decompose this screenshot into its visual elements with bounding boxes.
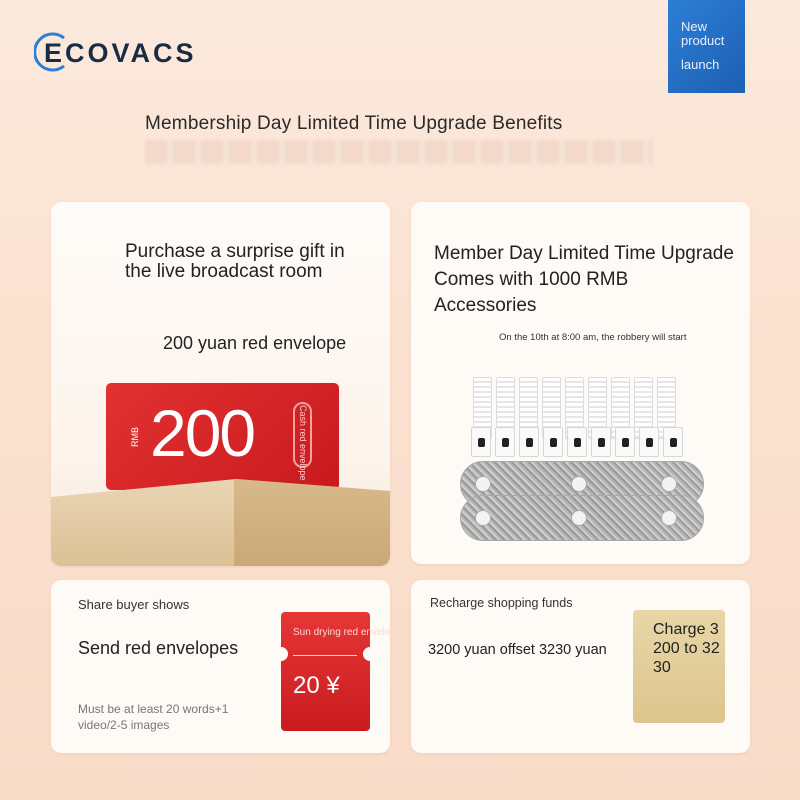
recharge-card[interactable] [411, 580, 750, 753]
side-brush-icon [591, 427, 611, 457]
coupon-title: Sun drying red envelope [293, 627, 402, 638]
share-card-label: Share buyer shows [78, 597, 190, 612]
side-brush-icon [615, 427, 635, 457]
gift-card-subtitle: 200 yuan red envelope [163, 333, 347, 353]
mop-pad-icon [460, 495, 704, 541]
side-brush-icon [543, 427, 563, 457]
launch-line-2: product [681, 33, 725, 48]
accessories-illustration [459, 365, 705, 555]
coupon-notch-left [274, 647, 288, 661]
recharge-badge: Charge 3200 to 3230 [633, 610, 725, 723]
side-brush-icon [639, 427, 659, 457]
side-brush-icon [495, 427, 515, 457]
mop-pad-hole [571, 476, 587, 492]
accessories-card-title: Member Day Limited Time Upgrade Comes with 1000 RMB Accessories [434, 243, 734, 316]
mop-pad-hole [475, 476, 491, 492]
page-headline: Membership Day Limited Time Upgrade Benefits [145, 113, 563, 134]
mop-pad-hole [571, 510, 587, 526]
recharge-card-main: 3200 yuan offset 3230 yuan [428, 642, 607, 658]
launch-line-1: New [681, 19, 708, 34]
coupon-divider [293, 655, 357, 656]
accessories-card[interactable] [411, 202, 750, 564]
coupon-value: 20 ¥ [293, 672, 340, 699]
accessories-start-note: On the 10th at 8:00 am, the robbery will start [499, 332, 687, 343]
red-envelope [106, 383, 339, 490]
side-brush-icon [663, 427, 683, 457]
mop-pad-hole [661, 510, 677, 526]
coupon-notch-right [363, 647, 377, 661]
envelope-amount: 200 [150, 396, 255, 470]
recharge-card-label: Recharge shopping funds [430, 596, 573, 610]
gift-card[interactable] [51, 202, 390, 566]
side-brush-icon [471, 427, 491, 457]
headline-blurred-subtitle [145, 140, 653, 164]
mop-pad-hole [475, 510, 491, 526]
share-card[interactable] [51, 580, 402, 753]
mop-pad-hole [661, 476, 677, 492]
gift-card-title: Purchase a surprise gift in the live broadcast room [125, 241, 345, 282]
new-product-launch-badge[interactable] [668, 0, 745, 93]
launch-line-3: launch [681, 57, 720, 72]
ecovacs-logo [34, 28, 209, 76]
share-card-note: Must be at least 20 words+1 video/2-5 images [78, 702, 229, 732]
gift-box-front [234, 479, 390, 566]
side-brush-icon [519, 427, 539, 457]
side-brush-icon [567, 427, 587, 457]
envelope-currency: RMB [130, 427, 140, 447]
envelope-side-text: Cash red envelope [298, 405, 308, 481]
logo-text: ECOVACS [44, 38, 197, 68]
share-card-main: Send red envelopes [78, 638, 239, 658]
red-envelope-coupon [281, 612, 402, 731]
